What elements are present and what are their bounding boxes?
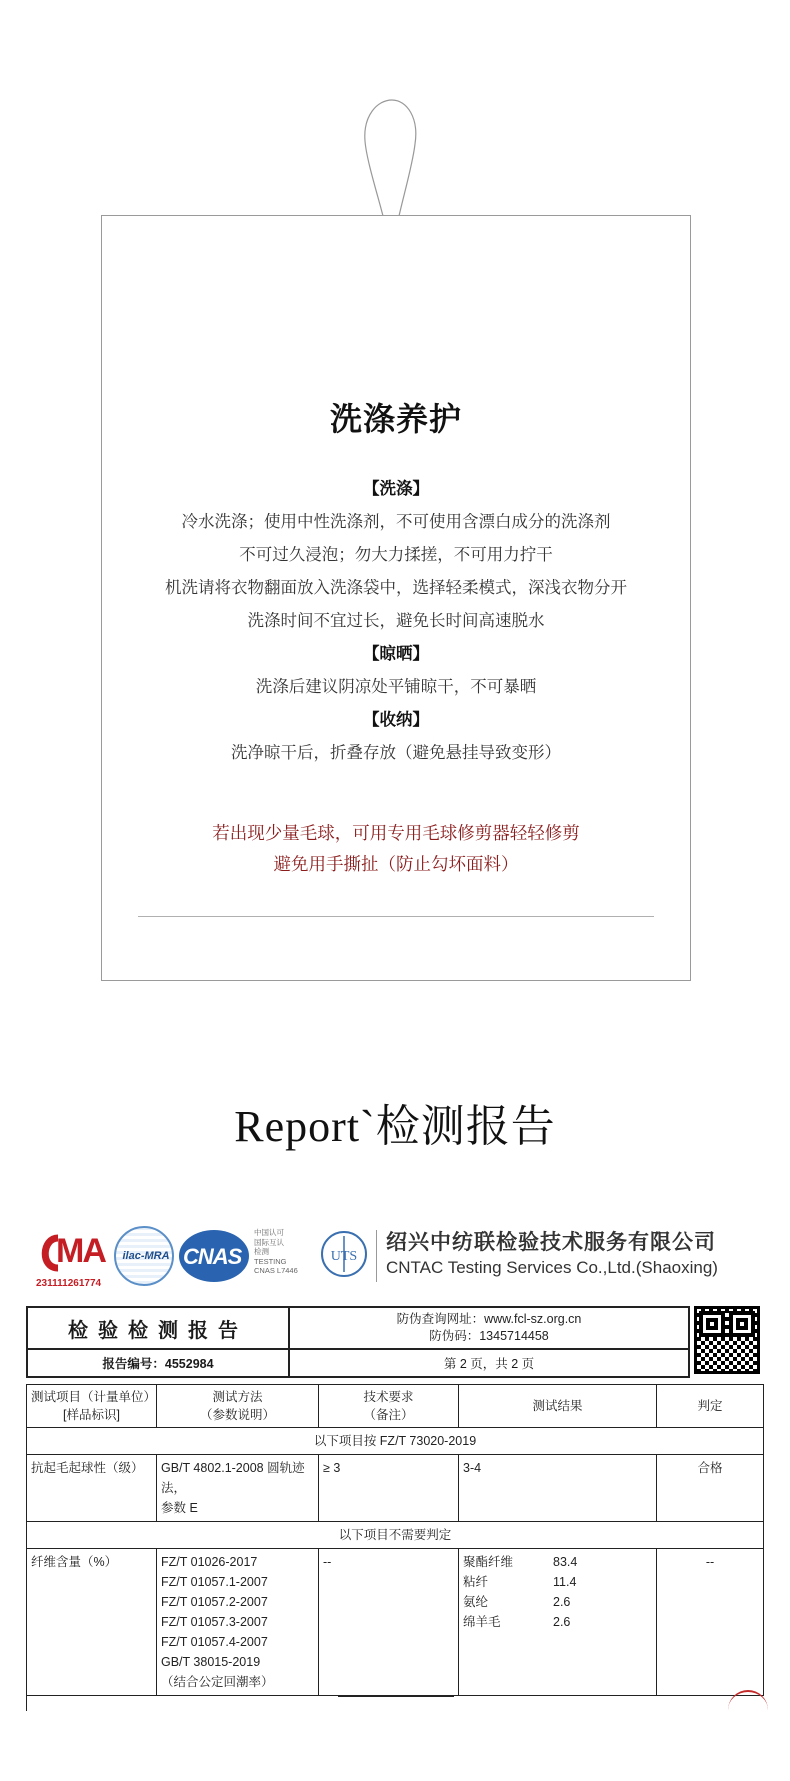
table-edge [26, 1689, 27, 1711]
cma-logo [36, 1230, 108, 1289]
wash-heading: 【洗涤】 [363, 479, 429, 498]
cnas-caption-line: 检测 [254, 1247, 269, 1256]
table-row [27, 1549, 764, 1696]
col-header-verdict: 判定 [657, 1385, 764, 1428]
cnas-caption-line: 中国认可 [254, 1228, 284, 1237]
report-title: 检验检测报告 [27, 1307, 289, 1349]
row2-method-line: FZ/T 01057.2-2007 [161, 1595, 268, 1609]
row1-requirement: ≥ 3 [319, 1455, 459, 1522]
section-no-verdict: 以下项目不需要判定 [27, 1522, 764, 1549]
org-divider [376, 1230, 377, 1282]
table-header-row [27, 1385, 764, 1428]
row1-method-line: 参数 E [161, 1501, 198, 1515]
section-standard: 以下项目按 FZ/T 73020-2019 [27, 1428, 764, 1455]
cnas-caption-line: 国际互认 [254, 1237, 284, 1247]
care-card [101, 215, 691, 981]
page-info: 第 2 页，共 2 页 [289, 1349, 689, 1377]
uts-logo [316, 1228, 372, 1286]
row1-verdict: 合格 [657, 1455, 764, 1522]
row2-methods [157, 1549, 319, 1696]
row2-requirement: -- [319, 1549, 459, 1696]
col-header-method: 测试方法 （参数说明） [157, 1385, 319, 1428]
row1-item: 抗起毛起球性（级） [27, 1455, 157, 1522]
certification-logos [36, 1226, 756, 1296]
report-header-table [26, 1306, 690, 1378]
cma-number: 231111261774 [36, 1278, 102, 1289]
qr-code [694, 1306, 760, 1374]
dry-heading: 【晾晒】 [363, 644, 429, 663]
ilac-mra-logo [114, 1226, 174, 1286]
testing-organization [386, 1226, 718, 1278]
ilac-label: ilac-MRA [122, 1250, 170, 1262]
report-number: 报告编号：4552984 [27, 1349, 289, 1377]
row2-method-line: FZ/T 01057.4-2007 [161, 1635, 268, 1649]
cnas-label: CNAS [183, 1244, 242, 1269]
cma-letters: MA [56, 1232, 105, 1270]
fiber-result: 聚酯纤维 83.4 [463, 1555, 578, 1569]
row1-method [157, 1455, 319, 1522]
wash-line-4: 洗涤时间不宜过长，避免长时间高速脱水 [247, 611, 545, 630]
cnas-caption-line: CNAS L7446 [254, 1266, 298, 1275]
report-heading: Report`检测报告 [234, 1102, 556, 1151]
fiber-result: 绵羊毛 2.6 [463, 1615, 571, 1629]
col-header-result: 测试结果 [459, 1385, 657, 1428]
pilling-tip [102, 819, 690, 881]
care-instructions [102, 472, 690, 769]
row2-method-line: （结合公定回潮率） [161, 1675, 274, 1689]
row2-method-line: FZ/T 01057.3-2007 [161, 1615, 268, 1629]
anti-fake-code: 防伪码：1345714458 [429, 1329, 549, 1343]
row2-verdict: -- [657, 1549, 764, 1696]
table-section-row [27, 1522, 764, 1549]
results-table [26, 1384, 764, 1696]
storage-heading: 【收纳】 [363, 710, 429, 729]
row1-method-line: GB/T 4802.1-2008 圆轨迹法， [161, 1461, 305, 1495]
org-name-en: CNTAC Testing Services Co.,Ltd.(Shaoxing) [386, 1258, 718, 1277]
tip-line-2: 避免用手撕扯（防止勾坏面料） [273, 855, 519, 875]
cnas-caption-line: TESTING [254, 1256, 287, 1266]
signature-line [338, 1696, 454, 1697]
storage-line-1: 洗净晾干后，折叠存放（避免悬挂导致变形） [231, 743, 561, 762]
card-divider [138, 916, 654, 917]
anti-fake-site: 防伪查询网址：www.fcl-sz.org.cn [396, 1312, 582, 1326]
wash-line-1: 冷水洗涤；使用中性洗涤剂，不可使用含漂白成分的洗涤剂 [181, 512, 611, 531]
anti-fake-info [289, 1307, 689, 1349]
cnas-logo [179, 1230, 249, 1282]
row2-method-line: FZ/T 01026-2017 [161, 1555, 258, 1569]
col-header-requirement: 技术要求 （备注） [319, 1385, 459, 1428]
fiber-result: 粘纤 11.4 [463, 1575, 577, 1589]
row2-results [459, 1549, 657, 1696]
row2-method-line: FZ/T 01057.1-2007 [161, 1575, 268, 1589]
dry-line-1: 洗涤后建议阴凉处平铺晾干，不可暴晒 [255, 677, 537, 696]
row1-result: 3-4 [459, 1455, 657, 1522]
table-section-row [27, 1428, 764, 1455]
org-name-cn: 绍兴中纺联检验技术服务有限公司 [386, 1229, 716, 1254]
cnas-caption [254, 1228, 298, 1276]
fiber-result: 氨纶 2.6 [463, 1595, 571, 1609]
wash-line-2: 不可过久浸泡；勿大力揉搓，不可用力拧干 [239, 545, 553, 564]
col-header-item: 测试项目（计量单位） [样品标识] [27, 1385, 157, 1428]
uts-letters: UTS [330, 1249, 358, 1264]
tip-line-1: 若出现少量毛球，可用专用毛球修剪器轻轻修剪 [212, 824, 580, 844]
care-title: 洗涤养护 [329, 400, 462, 438]
row2-method-line: GB/T 38015-2019 [161, 1655, 261, 1669]
table-row [27, 1455, 764, 1522]
wash-line-3: 机洗请将衣物翻面放入洗涤袋中，选择轻柔模式，深浅衣物分开 [165, 578, 627, 597]
row2-item: 纤维含量（%） [27, 1549, 157, 1696]
